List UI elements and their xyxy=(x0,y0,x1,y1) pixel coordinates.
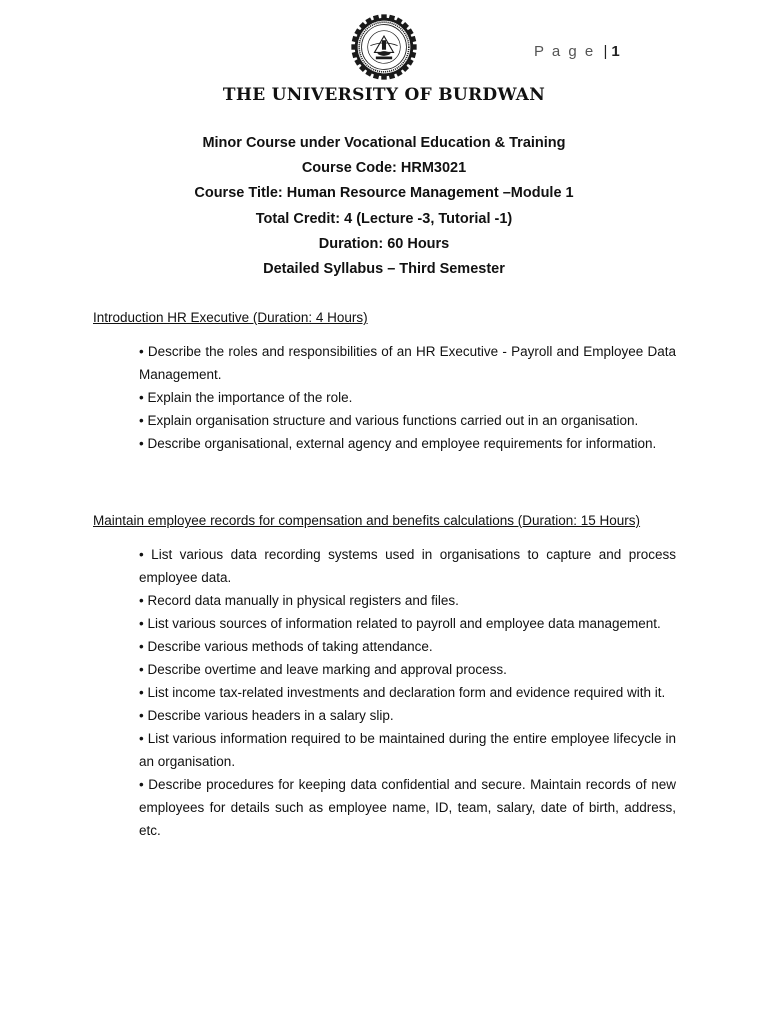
list-item: • Describe various headers in a salary slip. xyxy=(139,708,394,723)
course-duration: Duration: 60 Hours xyxy=(318,235,450,252)
page-separator: | xyxy=(603,43,608,60)
section-title-employee-records: Maintain employee records for compensation and benefits calculations (Duration: 15 Hours) xyxy=(93,513,641,528)
section-list-employee-records xyxy=(139,543,676,842)
list-item: • List income tax-related investments and declaration form and evidence required with it. xyxy=(139,685,666,700)
course-title: Course Title: Human Resource Management –Module 1 xyxy=(194,185,574,202)
syllabus-semester: Detailed Syllabus – Third Semester xyxy=(263,260,505,277)
course-type: Minor Course under Vocational Education & Training xyxy=(202,135,566,151)
university-name: THE UNIVERSITY OF BURDWAN xyxy=(222,85,546,105)
page-number-value: 1 xyxy=(611,43,620,60)
list-item: • Describe procedures for keeping data confidential and secure. Maintain records of new employees for details such as employee name, ID, team, salary, date of birth, address, etc. xyxy=(139,777,676,838)
total-credit: Total Credit: 4 (Lecture -3, Tutorial -1) xyxy=(255,210,513,227)
course-heading xyxy=(0,133,768,284)
list-item: • Record data manually in physical registers and files. xyxy=(139,593,459,608)
university-seal-icon xyxy=(350,13,418,81)
section-title-introduction: Introduction HR Executive (Duration: 4 Hours) xyxy=(93,310,368,325)
list-item: • List various sources of information related to payroll and employee data management. xyxy=(139,616,661,631)
course-code: Course Code: HRM3021 xyxy=(301,160,467,177)
list-item: • Describe various methods of taking attendance. xyxy=(139,639,433,654)
list-item: • Describe the roles and responsibilities of an HR Executive - Payroll and Employee Data Management. xyxy=(139,344,676,382)
page-label: P a g e xyxy=(534,43,596,60)
list-item: • Explain organisation structure and various functions carried out in an organisation. xyxy=(139,413,639,428)
section-list-introduction xyxy=(139,340,676,455)
list-item: • List various data recording systems used in organisations to capture and process employee data. xyxy=(139,547,676,585)
list-item: • Explain the importance of the role. xyxy=(139,390,353,405)
page-number xyxy=(534,43,620,60)
list-item: • Describe organisational, external agency and employee requirements for information. xyxy=(139,436,657,451)
list-item: • List various information required to be maintained during the entire employee lifecycle in an organisation. xyxy=(139,731,676,769)
list-item: • Describe overtime and leave marking and approval process. xyxy=(139,662,507,677)
